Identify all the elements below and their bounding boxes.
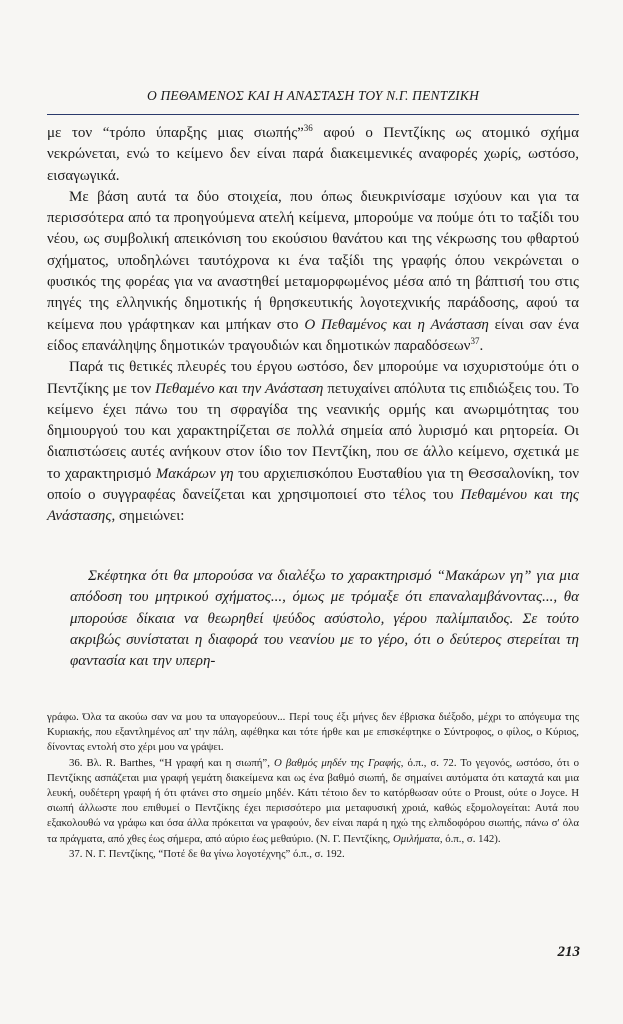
cited-phrase: Μακάρων γη [155,465,234,482]
footnote-ref-36: 36 [303,123,313,133]
paragraph-1: με τον “τρόπο ύπαρξης μιας σιωπής”$^{36}$ αφού ο Πεντζίκης ως ατομικό σχήμα νεκρώνεται, ενώ το κείμενο δεν είναι παρά διακειμενικές αναφορές χωρίς, ωστόσο, εισαγωγικά. [47,123,579,184]
paragraph-3: Παρά τις θετικές πλευρές του έργου ωστόσο, δεν μπορούμε να ισχυριστούμε ότι ο Πεντζίκης με τον Πεθαμένο και την Ανάσταση πετυχαίνει απόλυτα τις επιδιώξεις του. Το κείμενο έχει πάνω του τη σφραγίδα της νεανικής ορμής και ανωριμότητας του δημιουργού του και χαρακτηρίζεται σε πολλά σημεία από λυρισμό και ρητορεία. Οι διαπιστώσεις αυτές ανήκουν στον ίδιο τον Πεντζίκη, που σε άλλο κείμενο, σχετικά με το χαρακτηρισμό Μακάρων γη του αρχιεπισκόπου Ευσταθίου για τη Θεσσαλονίκη, τον οποίο ο συγγραφέας δανείζεται και χρησιμοποιεί στο τέλος του Πεθαμένου και της Ανάστασης, σημειώνει: [47,359,580,525]
page-number: 213 [557,944,580,960]
footnotes [47,710,579,862]
footnote-37: 37. Ν. Γ. Πεντζίκης, “Ποτέ δε θα γίνω λογοτέχνης” ό.π., σ. 192. [69,847,345,860]
footnote-continuation: γράφω. Όλα τα ακούω σαν να μου τα υπαγορεύουν... Περί τους έξι μήνες δεν έβρισκα διέξοδο, μέχρι το απόγευμα της Κυριακής, που εξαντλημένος απ' την πάλη, αφέθηκα και τότε ήρθε και με επισκέφτηκε ο Σύντροφος, ο φίλος, ο Κύριος, δίνοντας εντολή στο χέρι μου να γράψει. [47,711,579,754]
work-title: Πεθαμένου και της Ανάστασης [47,487,579,525]
work-title: Ο Πεθαμένος και η Ανάσταση [304,316,489,333]
footnote-36: 36. Βλ. R. Barthes, “Η γραφή και η σιωπή”, Ο βαθμός μηδέν της Γραφής, ό.π., σ. 72. Το γεγονός, ωστόσο, ότι ο Πεντζίκης ασπάζεται μια γραφή γεμάτη διακείμενα και ως ένα βαθμό σιωπή, δε σημαίνει αυτόματα ότι καταχτά και μια λευκή, ουδέτερη γραφή ή ότι φτάνει στο σημείο μηδέν. Κάτι τέτοιο δεν το κατόρθωσαν ούτε ο Proust, ούτε ο Joyce. Η σιωπή άλλωστε που επιθυμεί ο Πεντζίκης έχει περισσότερο μια μεταφυσική χροιά, καθώς εξομολογείται: Αυτά που εξακολουθώ να γράφω και όσα άλλα πρόκειται να γραφούν, δεν είναι παρά η ηχώ της ελπιδοφόρου σιωπής, πάνω σ' όλα τα πράγματα, από χθες έως σήμερα, από αύριο έως μεθαύριο. (Ν. Γ. Πεντζίκης, Ομιλήματα, ό.π., σ. 142). [47,756,580,845]
main-text [47,123,579,528]
work-title: Πεθαμένο και την Ανάσταση [155,380,324,397]
running-header: Ο ΠΕΘΑΜΕΝΟΣ ΚΑΙ Η ΑΝΑΣΤΑΣΗ ΤΟΥ Ν.Γ. ΠΕΝΤΖΙΚΗ [146,88,480,103]
footnote-ref-37: 37 [470,335,480,346]
block-quote: Σκέφτηκα ότι θα μπορούσα να διαλέξω το χαρακτηρισμό “Μακάρων γη” για μια απόδοση του μητρικού σχήματος..., όμως με τρόμαξε ότι επαναλαμβάνοντας..., θα μπορούσε δίκαια να θεωρηθεί ψεύδος ασύστολο, γέρου παλίμπαιδος. Σε τούτο ακριβώς συνίσταται η διαφορά του νεανίου με το γέρο, ότι ο δεύτερος στερείται τη φαντασία και την υπερη- [70,568,579,670]
header-rule [47,114,579,115]
paragraph-2: Με βάση αυτά τα δύο στοιχεία, που όπως διευκρινίσαμε ισχύουν και για τα περισσότερα από τα προηγούμενα ατελή κείμενα, μπορούμε να πούμε ότι το ταξίδι του νέου, ως συμβολική απεικόνιση του εκούσιου θανάτου και της νέκρωσης του φθαρτού σχήματος, υποδηλώνει ταυτόχρονα κι ένα ταξίδι της γραφής όπου νεκρώνεται ο φυσικός της φορέας για να αναστηθεί μεταμορφωμένος μέσα από τη βάπτισή του στις πηγές της ελληνικής δημοτικής ή θρησκευτικής λογοτεχνικής παράδοσης, αφού τα κείμενα που γράφτηκαν και μπήκαν στο Ο Πεθαμένος και η Ανάσταση είναι σαν ένα είδος επανάληψης δημοτικών τραγουδιών και δημοτικών παραδόσεων$^{37}$. [47,188,579,354]
